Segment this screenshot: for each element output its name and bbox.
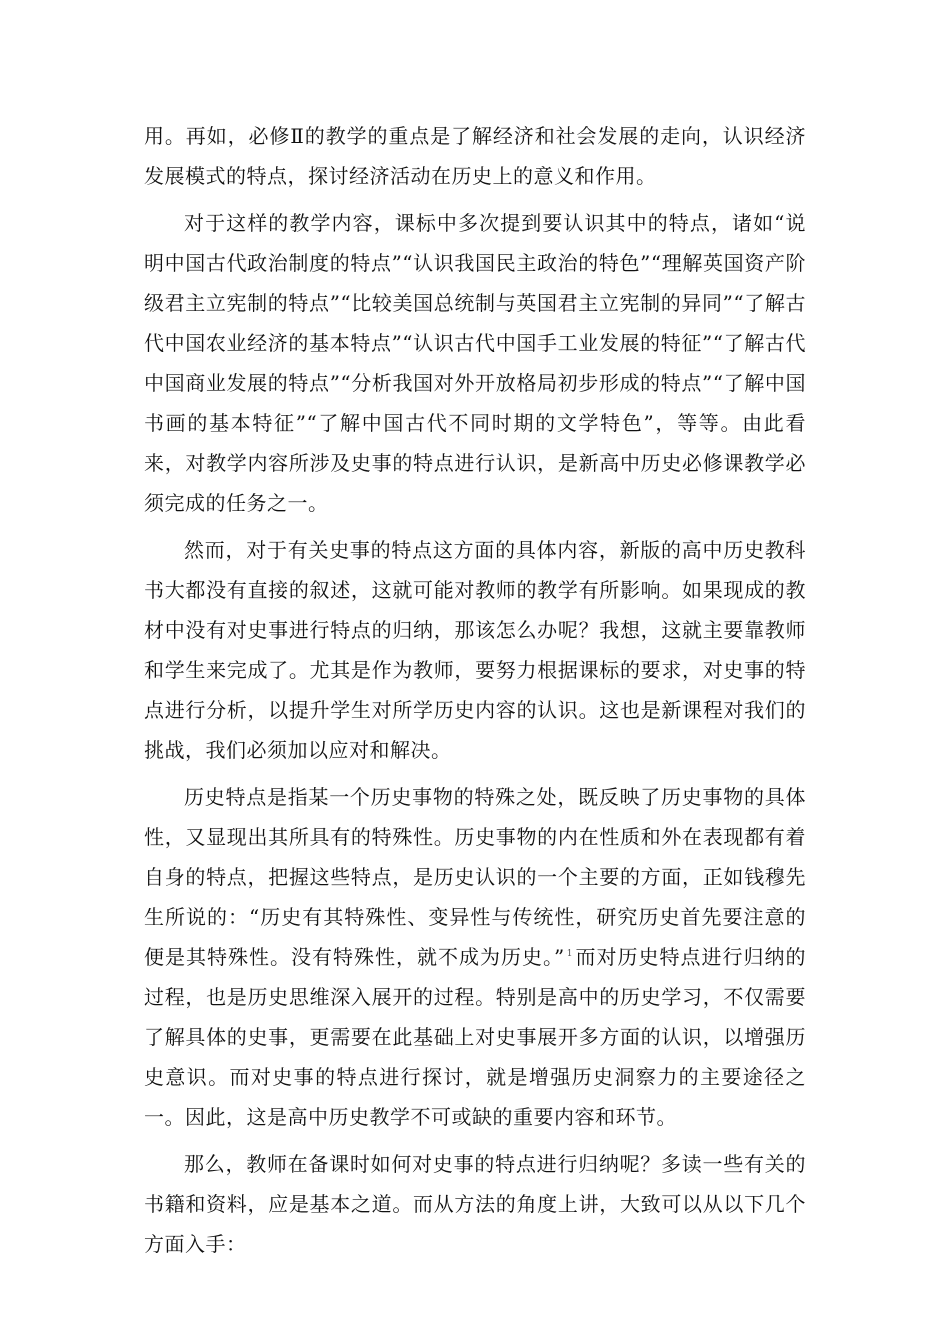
paragraph-continuation: 用。再如，必修Ⅱ的教学的重点是了解经济和社会发展的走向，认识经济发展模式的特点，探讨经济活动在历史上的意义和作用。 [144, 124, 806, 188]
paragraph-methods-intro: 那么，教师在备课时如何对史事的特点进行归纳呢？多读一些有关的书籍和资料，应是基本之道。而从方法的角度上讲，大致可以从以下几个方面入手： [144, 1152, 806, 1256]
paragraph-textbook-challenge: 然而，对于有关史事的特点这方面的具体内容，新版的高中历史教科书大都没有直接的叙述，这就可能对教师的教学有所影响。如果现成的教材中没有对史事进行特点的归纳，那该怎么办呢？我想，这就主要靠教师和学生来完成了。尤其是作为教师，要努力根据课标的要求，对史事的特点进行分析，以提升学生对所学历史内容的认识。这也是新课程对我们的挑战，我们必须加以应对和解决。 [144, 538, 806, 762]
paragraph-text-before-note: 历史特点是指某一个历史事物的特殊之处，既反映了历史事物的具体性，又显现出其所具有的特殊性。历史事物的内在性质和外在表现都有着自身的特点，把握这些特点，是历史认识的一个主要的方面，正如钱穆先生所说的：“历史有其特殊性、变异性与传统性，研究历史首先要注意的便是其特殊性。没有特殊性，就不成为历史。” [144, 785, 806, 969]
paragraph-historical-features [144, 777, 806, 1137]
footnote-marker[interactable]: 1 [566, 949, 573, 959]
document-body [144, 116, 806, 1271]
paragraph-curriculum-requirements: 对于这样的教学内容，课标中多次提到要认识其中的特点，诸如“说明中国古代政治制度的特点”“认识我国民主政治的特色”“理解英国资产阶级君主立宪制的特点”“比较美国总统制与英国君主立宪制的异同”“了解古代中国农业经济的基本特点”“认识古代中国手工业发展的特征”“了解古代中国商业发展的特点”“分析我国对外开放格局初步形成的特点”“了解中国书画的基本特征”“了解中国古代不同时期的文学特色”，等等。由此看来，对教学内容所涉及史事的特点进行认识，是新高中历史必修课教学必须完成的任务之一。 [144, 211, 806, 515]
paragraph-text-after-note: 而对历史特点进行归纳的过程，也是历史思维深入展开的过程。特别是高中的历史学习，不仅需要了解具体的史事，更需要在此基础上对史事展开多方面的认识，以增强历史意识。而对史事的特点进行探讨，就是增强历史洞察力的主要途径之一。因此，这是高中历史教学不可或缺的重要内容和环节。 [144, 945, 806, 1129]
